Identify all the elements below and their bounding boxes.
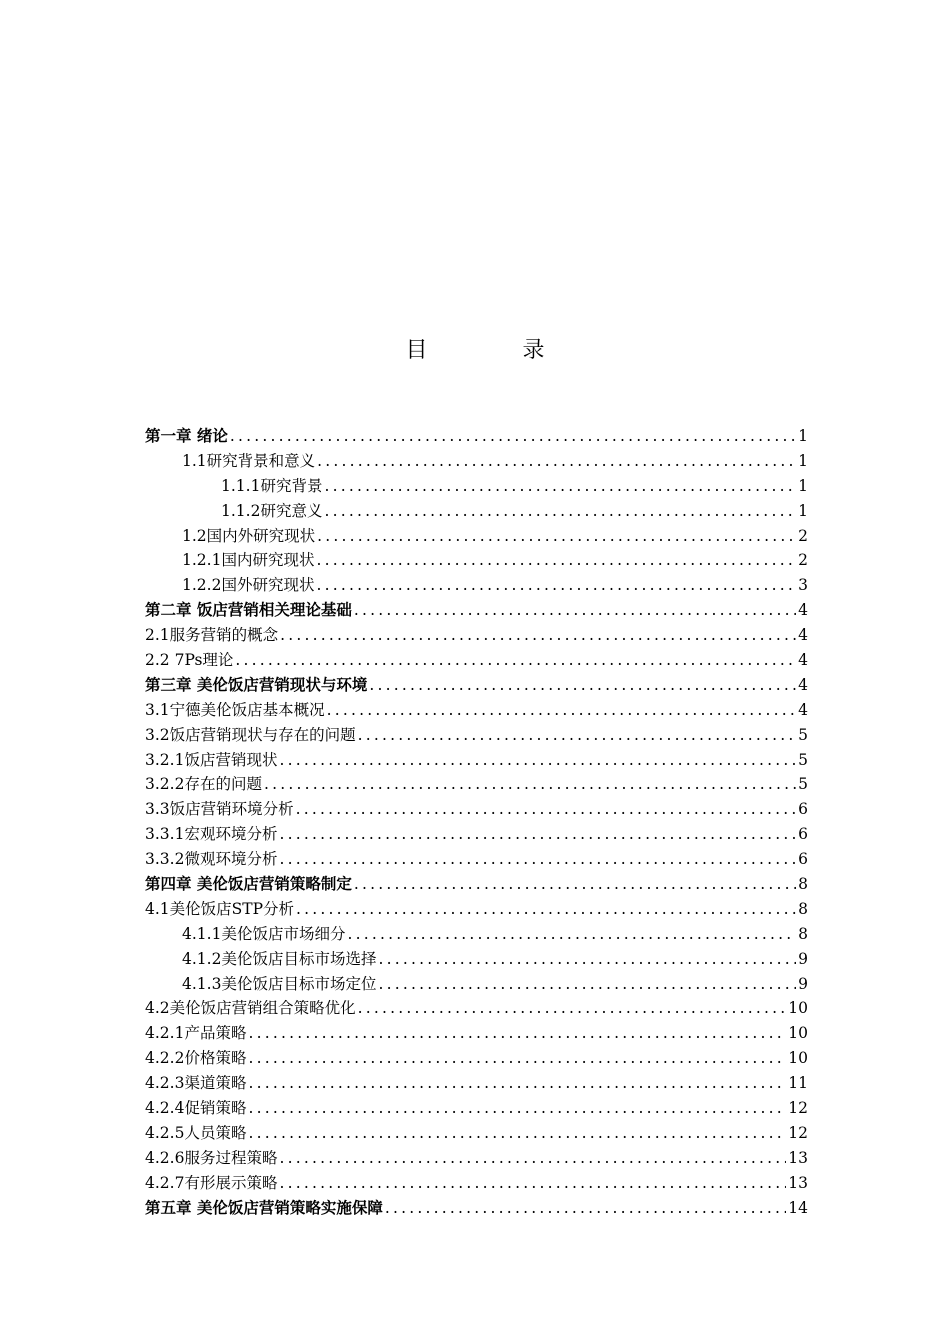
toc-section-entry[interactable] bbox=[145, 1171, 808, 1196]
toc-page-number: 4 bbox=[798, 675, 808, 694]
dot-leader bbox=[279, 847, 796, 872]
toc-entry-title: 4.2.1产品策略 bbox=[145, 1024, 247, 1043]
toc-entry-title: 1.1.2研究意义 bbox=[221, 501, 323, 520]
toc-page-number: 6 bbox=[798, 825, 808, 844]
toc-entry-title: 4.2.2价格策略 bbox=[145, 1049, 247, 1068]
toc-section-entry[interactable] bbox=[145, 772, 808, 797]
toc-section-entry[interactable] bbox=[145, 1096, 808, 1121]
toc-section-entry[interactable] bbox=[145, 847, 808, 872]
toc-entry-title: 第二章 饭店营销相关理论基础 bbox=[145, 601, 352, 620]
toc-section-entry[interactable] bbox=[145, 748, 808, 773]
dot-leader bbox=[378, 972, 796, 997]
dot-leader bbox=[316, 573, 796, 598]
toc-entry-title: 2.2 7Ps理论 bbox=[145, 651, 234, 670]
dot-leader bbox=[248, 1121, 786, 1146]
toc-section-entry[interactable] bbox=[145, 897, 808, 922]
dot-leader bbox=[296, 897, 796, 922]
toc-entry-title: 1.1.1研究背景 bbox=[221, 476, 323, 495]
dot-leader bbox=[264, 772, 796, 797]
toc-page-number: 8 bbox=[798, 899, 808, 918]
toc-entry-title: 4.2美伦饭店营销组合策略优化 bbox=[145, 999, 356, 1018]
toc-page-number: 4 bbox=[798, 651, 808, 670]
toc-page-number: 1 bbox=[798, 501, 808, 520]
toc-chapter-entry[interactable] bbox=[145, 1196, 808, 1221]
dot-leader bbox=[354, 872, 796, 897]
toc-page-number: 2 bbox=[798, 551, 808, 570]
dot-leader bbox=[248, 1046, 786, 1071]
toc-section-entry[interactable] bbox=[145, 1121, 808, 1146]
toc-page-number: 10 bbox=[788, 999, 808, 1018]
dot-leader bbox=[279, 1146, 786, 1171]
toc-section-entry[interactable] bbox=[145, 499, 808, 524]
toc-page-number: 5 bbox=[798, 775, 808, 794]
toc-entry-title: 1.2国内外研究现状 bbox=[182, 526, 316, 545]
toc-entry-title: 3.1宁德美伦饭店基本概况 bbox=[145, 700, 325, 719]
toc-page-number: 2 bbox=[798, 526, 808, 545]
toc-page-number: 6 bbox=[798, 800, 808, 819]
toc-chapter-entry[interactable] bbox=[145, 872, 808, 897]
dot-leader bbox=[280, 623, 796, 648]
dot-leader bbox=[279, 748, 796, 773]
toc-entry-title: 4.1.3美伦饭店目标市场定位 bbox=[182, 974, 377, 993]
dot-leader bbox=[248, 1021, 786, 1046]
toc-page-number: 12 bbox=[788, 1123, 808, 1142]
toc-entry-title: 1.1研究背景和意义 bbox=[182, 451, 316, 470]
toc-section-entry[interactable] bbox=[145, 947, 808, 972]
toc-chapter-entry[interactable] bbox=[145, 424, 808, 449]
dot-leader bbox=[378, 947, 796, 972]
toc-entry-title: 第四章 美伦饭店营销策略制定 bbox=[145, 875, 352, 894]
toc-entry-title: 第一章 绪论 bbox=[145, 427, 228, 445]
dot-leader bbox=[279, 822, 796, 847]
dot-leader bbox=[385, 1196, 786, 1221]
toc-section-entry[interactable] bbox=[145, 573, 808, 598]
toc-section-entry[interactable] bbox=[145, 623, 808, 648]
toc-entry-title: 4.2.5人员策略 bbox=[145, 1123, 247, 1142]
toc-page-number: 8 bbox=[798, 875, 808, 894]
toc-entry-title: 4.2.4促销策略 bbox=[145, 1099, 247, 1118]
toc-entry-title: 3.3饭店营销环境分析 bbox=[145, 800, 294, 819]
table-of-contents bbox=[145, 424, 808, 1221]
toc-entry-title: 4.1.2美伦饭店目标市场选择 bbox=[182, 949, 377, 968]
toc-page-number: 13 bbox=[788, 1148, 808, 1167]
toc-page-number: 5 bbox=[798, 750, 808, 769]
toc-entry-title: 3.2.2存在的问题 bbox=[145, 775, 262, 794]
toc-entry-title: 4.2.6服务过程策略 bbox=[145, 1148, 278, 1167]
dot-leader bbox=[235, 648, 796, 673]
toc-page-number: 9 bbox=[798, 974, 808, 993]
toc-section-entry[interactable] bbox=[145, 1146, 808, 1171]
dot-leader bbox=[296, 797, 796, 822]
dot-leader bbox=[248, 1071, 786, 1096]
toc-page-number: 12 bbox=[788, 1099, 808, 1118]
dot-leader bbox=[324, 499, 796, 524]
toc-section-entry[interactable] bbox=[145, 524, 808, 549]
toc-page-number: 9 bbox=[798, 949, 808, 968]
toc-page-number: 10 bbox=[788, 1024, 808, 1043]
toc-section-entry[interactable] bbox=[145, 698, 808, 723]
toc-page-number: 10 bbox=[788, 1049, 808, 1068]
dot-leader bbox=[347, 922, 796, 947]
toc-page-number: 1 bbox=[798, 476, 808, 495]
dot-leader bbox=[317, 449, 796, 474]
toc-page-number: 1 bbox=[798, 427, 808, 445]
toc-page-number: 13 bbox=[788, 1173, 808, 1192]
dot-leader bbox=[324, 474, 796, 499]
toc-entry-title: 2.1服务营销的概念 bbox=[145, 626, 279, 645]
toc-page-number: 8 bbox=[798, 924, 808, 943]
toc-entry-title: 3.3.1宏观环境分析 bbox=[145, 825, 278, 844]
toc-section-entry[interactable] bbox=[145, 449, 808, 474]
toc-section-entry[interactable] bbox=[145, 1021, 808, 1046]
toc-section-entry[interactable] bbox=[145, 548, 808, 573]
toc-page-number: 4 bbox=[798, 601, 808, 620]
toc-page-number: 6 bbox=[798, 850, 808, 869]
dot-leader bbox=[279, 1171, 786, 1196]
toc-entry-title: 4.2.7有形展示策略 bbox=[145, 1173, 278, 1192]
toc-section-entry[interactable] bbox=[145, 797, 808, 822]
dot-leader bbox=[317, 524, 796, 549]
toc-page-number: 4 bbox=[798, 700, 808, 719]
toc-entry-title: 3.2.1饭店营销现状 bbox=[145, 750, 278, 769]
toc-page-number: 1 bbox=[798, 451, 808, 470]
toc-chapter-entry[interactable] bbox=[145, 673, 808, 698]
dot-leader bbox=[230, 424, 796, 449]
toc-page-number: 5 bbox=[798, 725, 808, 744]
toc-entry-title: 4.2.3渠道策略 bbox=[145, 1074, 247, 1093]
toc-chapter-entry[interactable] bbox=[145, 598, 808, 623]
toc-entry-title: 第五章 美伦饭店营销策略实施保障 bbox=[145, 1198, 383, 1217]
toc-section-entry[interactable] bbox=[145, 996, 808, 1021]
dot-leader bbox=[358, 723, 796, 748]
toc-section-entry[interactable] bbox=[145, 648, 808, 673]
toc-entry-title: 4.1美伦饭店STP分析 bbox=[145, 899, 295, 918]
toc-section-entry[interactable] bbox=[145, 474, 808, 499]
dot-leader bbox=[354, 598, 796, 623]
toc-page-number: 4 bbox=[798, 626, 808, 645]
toc-section-entry[interactable] bbox=[145, 972, 808, 997]
toc-section-entry[interactable] bbox=[145, 822, 808, 847]
toc-section-entry[interactable] bbox=[145, 1071, 808, 1096]
toc-section-entry[interactable] bbox=[145, 922, 808, 947]
toc-section-entry[interactable] bbox=[145, 1046, 808, 1071]
dot-leader bbox=[358, 996, 787, 1021]
toc-entry-title: 4.1.1美伦饭店市场细分 bbox=[182, 924, 346, 943]
dot-leader bbox=[369, 673, 796, 698]
toc-page-number: 3 bbox=[798, 576, 808, 595]
dot-leader bbox=[248, 1096, 786, 1121]
dot-leader bbox=[327, 698, 796, 723]
toc-page-number: 11 bbox=[788, 1074, 808, 1093]
toc-section-entry[interactable] bbox=[145, 723, 808, 748]
toc-entry-title: 1.2.1国内研究现状 bbox=[182, 551, 315, 570]
toc-entry-title: 第三章 美伦饭店营销现状与环境 bbox=[145, 675, 368, 694]
toc-page-number: 14 bbox=[788, 1198, 808, 1217]
toc-entry-title: 3.2饭店营销现状与存在的问题 bbox=[145, 725, 356, 744]
dot-leader bbox=[316, 548, 796, 573]
toc-entry-title: 3.3.2微观环境分析 bbox=[145, 850, 278, 869]
toc-title: 目 录 bbox=[405, 338, 589, 363]
toc-entry-title: 1.2.2国外研究现状 bbox=[182, 576, 315, 595]
